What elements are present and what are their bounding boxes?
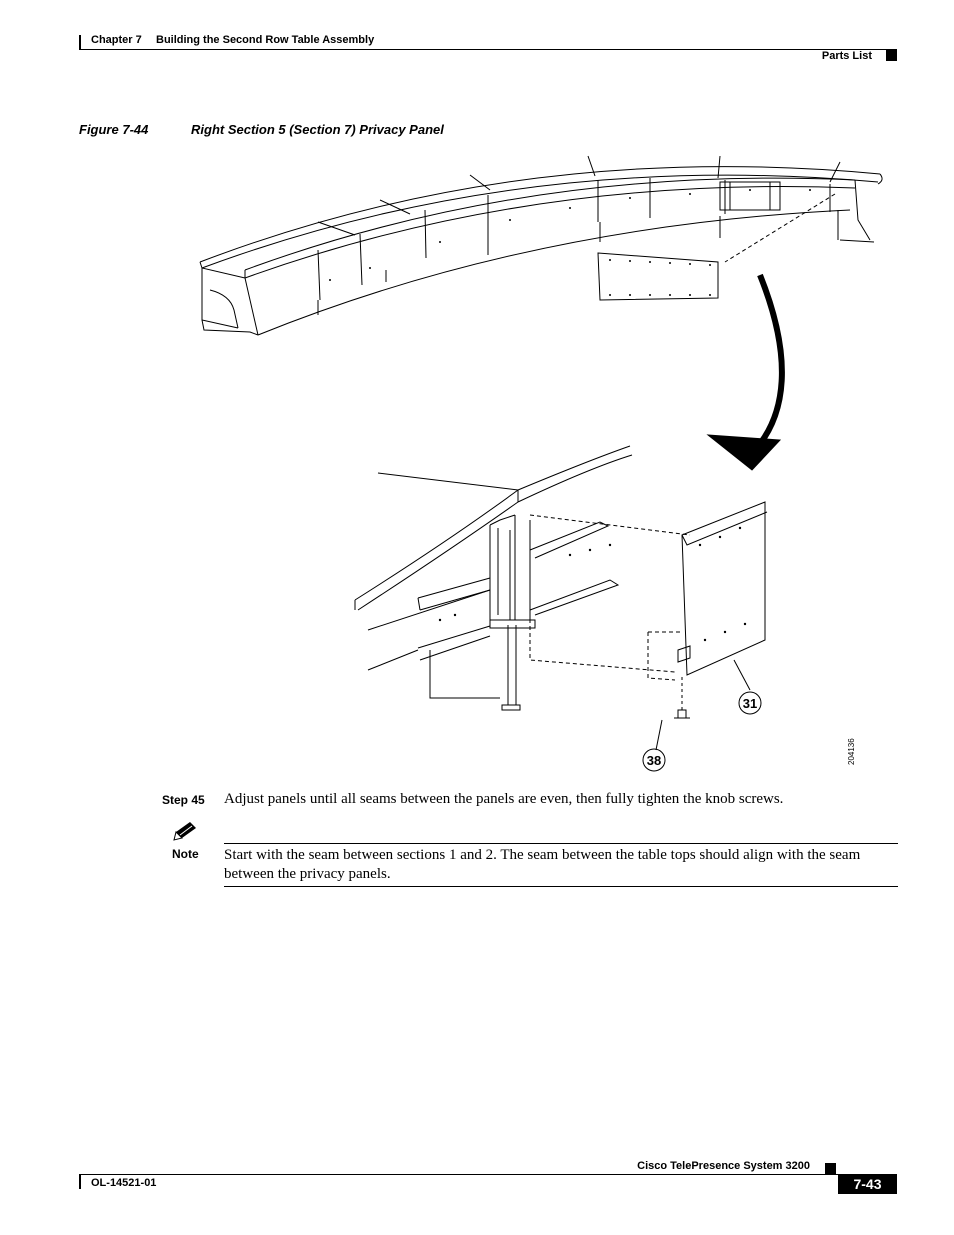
art-id: 204136 xyxy=(847,738,856,765)
header-chapter-title: Building the Second Row Table Assembly xyxy=(156,34,375,46)
figure-number: Figure 7-44 xyxy=(79,122,149,137)
callout-38: 38 xyxy=(646,753,662,768)
note-rule-bottom xyxy=(224,886,898,887)
footer-doc-number: OL-14521-01 xyxy=(91,1177,157,1189)
footer-product: Cisco TelePresence System 3200 xyxy=(637,1160,810,1172)
page-number: 7-43 xyxy=(838,1175,897,1194)
note-rule-top xyxy=(224,843,898,844)
step-label: Step 45 xyxy=(162,793,205,807)
footer-rule xyxy=(79,1174,897,1175)
pencil-note-icon xyxy=(172,818,200,842)
detail-view xyxy=(355,446,767,771)
header-chapter: Chapter 7 xyxy=(91,34,142,46)
note-text: Start with the seam between sections 1 and 2. The seam between the table tops should align with the seam between the privacy panels. xyxy=(224,847,861,882)
header-rule xyxy=(79,49,897,50)
header-section: Parts List xyxy=(821,50,872,62)
header-rule-tick xyxy=(79,35,81,50)
figure-illustration xyxy=(190,150,890,780)
note-label: Note xyxy=(172,847,199,861)
callout-31: 31 xyxy=(742,696,758,711)
figure-title: Right Section 5 (Section 7) Privacy Panel xyxy=(191,122,444,137)
footer-block-marker xyxy=(825,1163,836,1174)
step-text: Adjust panels until all seams between the panels are even, then fully tighten the knob screws. xyxy=(224,791,784,807)
header-block-marker xyxy=(886,50,897,61)
curved-arrow-icon xyxy=(755,275,782,450)
footer-rule-tick xyxy=(79,1175,81,1189)
table-assembly-overview xyxy=(200,156,882,335)
